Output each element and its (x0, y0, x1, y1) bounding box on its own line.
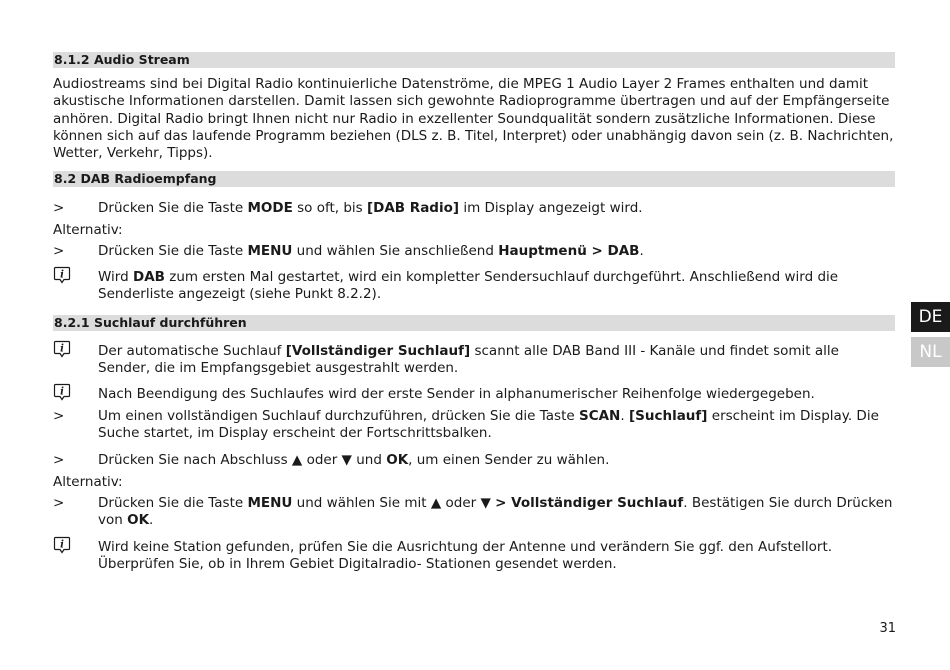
step-marker: > (53, 200, 65, 216)
info-text: Nach Beendigung des Suchlaufes wird der erste Sender in alphanumerischer Reihenfolge wiedergegeben. (98, 386, 815, 402)
step-text: Drücken Sie nach Abschluss ▲ oder ▼ und OK, um einen Sender zu wählen. (98, 452, 610, 468)
info-text: Wird keine Station gefunden, prüfen Sie die Ausrichtung der Antenne und verändern Sie ggf. den Aufstellort. Überprüfen Sie, ob in Ihrem Gebiet Digitalradio- Stationen gesendet werden. (98, 539, 833, 573)
section-heading: 8.1.2 Audio Stream (53, 52, 895, 68)
section-heading: 8.2 DAB Radioempfang (53, 171, 895, 187)
step-text: Drücken Sie die Taste MODE so oft, bis [DAB Radio] im Display angezeigt wird. (98, 200, 643, 216)
info-icon (53, 340, 71, 358)
svg-text:i: i (60, 386, 64, 398)
step-marker: > (53, 495, 65, 511)
alternative-label: Alternativ: (53, 474, 123, 490)
info-text: Wird DAB zum ersten Mal gestartet, wird ein kompletter Sendersuchlauf durchgeführt. Anschließend wird die Senderliste angezeigt (siehe Punkt 8.2.2). (98, 269, 839, 303)
step-marker: > (53, 243, 65, 259)
section-heading: 8.2.1 Suchlauf durchführen (53, 315, 895, 331)
step-text: Um einen vollständigen Suchlauf durchzuführen, drücken Sie die Taste SCAN. [Suchlauf] erscheint im Display. Die Suche startet, im Display erscheint der Fortschrittsbalken. (98, 408, 879, 442)
info-text: Der automatische Suchlauf [Vollständiger Suchlauf] scannt alle DAB Band III - Kanäle und findet somit alle Sender, die im Empfangsgebiet ausgestrahlt werden. (98, 343, 839, 377)
page-number: 31 (879, 621, 896, 636)
svg-text:i: i (60, 539, 64, 551)
paragraph: Audiostreams sind bei Digital Radio kontinuierliche Datenströme, die MPEG 1 Audio Layer 2 Frames enthalten und damit akustische Informationen darstellen. Damit lassen sich gewohnte Radioprogramme übertragen und auf der Empfängerseite anhören. Digital Radio bringt Ihnen nicht nur Radio in exzellenter Soundqualität sondern zusätzliche Informationen. Diese können sich auf das laufende Programm beziehen (DLS z. B. Titel, Interpret) oder unabhängig davon sein (z. B. Nachrichten, Wetter, Verkehr, Tipps). (53, 76, 894, 162)
info-icon (53, 383, 71, 401)
svg-text:i: i (60, 269, 64, 281)
info-icon (53, 536, 71, 554)
language-tab-nl[interactable]: NL (911, 337, 950, 367)
info-icon (53, 266, 71, 284)
step-marker: > (53, 452, 65, 468)
step-text: Drücken Sie die Taste MENU und wählen Sie mit ▲ oder ▼ > Vollständiger Suchlauf. Bestätigen Sie durch Drücken von OK. (98, 495, 893, 529)
language-tab-de[interactable]: DE (911, 302, 950, 332)
alternative-label: Alternativ: (53, 222, 123, 238)
step-marker: > (53, 408, 65, 424)
step-text: Drücken Sie die Taste MENU und wählen Sie anschließend Hauptmenü > DAB. (98, 243, 644, 259)
svg-text:i: i (60, 343, 64, 355)
